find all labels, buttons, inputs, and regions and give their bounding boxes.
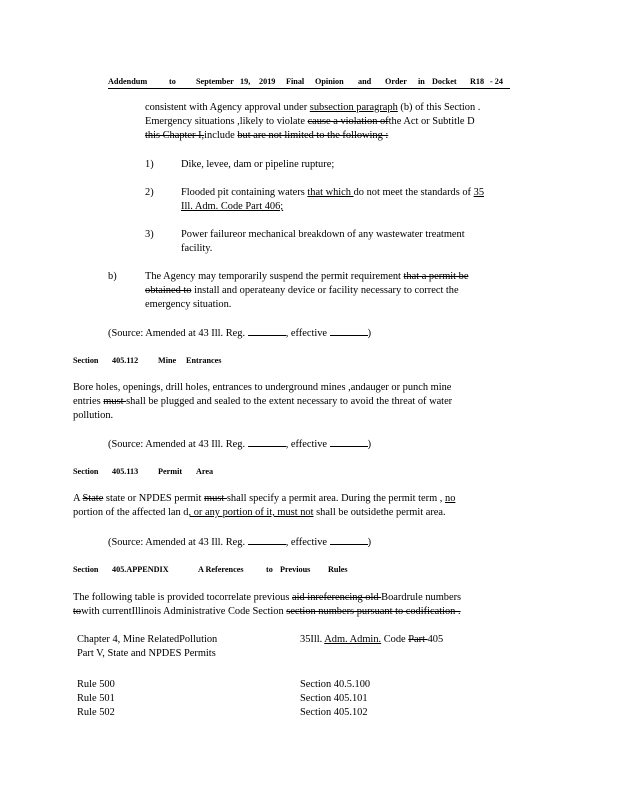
text-run: shall be plugged and sealed to the extent necessary to avoid the threat of water — [126, 396, 453, 407]
text-run: shall be outsidethe permit area. — [313, 507, 446, 518]
section-heading-title: Entrances — [186, 356, 222, 365]
header-word-in: in — [418, 77, 425, 86]
struck-text: cause a violation of — [307, 116, 389, 127]
text-run: portion of the affected lan d — [73, 507, 189, 518]
inserted-text: subsection paragraph — [309, 102, 398, 113]
inserted-text: that which — [307, 187, 354, 198]
text-run: 405 — [427, 634, 444, 645]
blank-line — [248, 437, 286, 447]
para-line — [73, 591, 461, 604]
text-run: ) — [367, 439, 372, 450]
table-heading-left: Part V, State and NPDES Permits — [77, 648, 216, 659]
item-text — [181, 186, 484, 199]
table-row-rule: Rule 500 — [77, 679, 115, 690]
text-run: the Act or Subtitle D — [388, 116, 475, 127]
table-heading-left: Chapter 4, Mine RelatedPollution — [77, 634, 218, 645]
item-number: 3) — [145, 229, 154, 240]
section-heading-number: 405.113 — [112, 467, 139, 476]
text-run: , effective — [285, 328, 328, 339]
para-line — [145, 284, 459, 297]
para-line — [145, 129, 388, 142]
text-run: Emergency situations ,likely to violate — [145, 116, 308, 127]
para-line — [73, 395, 452, 408]
blank-line — [330, 437, 368, 447]
text-run: A — [73, 493, 83, 504]
text-run: (b) of this Section . — [397, 102, 481, 113]
text-run: ) — [367, 328, 372, 339]
text-run: state or NPDES permit — [103, 493, 205, 504]
blank-line — [330, 535, 368, 545]
para-line: pollution. — [73, 410, 114, 421]
para-line — [73, 605, 461, 618]
text-run: 35Ill. — [300, 634, 325, 645]
table-row-rule: Rule 501 — [77, 693, 115, 704]
text-run: Flooded pit containing waters — [181, 187, 308, 198]
text-run: Code — [381, 634, 409, 645]
text-run: (Source: Amended at 43 Ill. Reg. — [108, 537, 246, 548]
blank-line — [330, 326, 368, 336]
inserted-text: , or any portion of it, must not — [188, 507, 314, 518]
struck-text: aid inreferencing old — [292, 592, 382, 603]
section-heading-title: Area — [196, 467, 214, 476]
source-note — [108, 326, 371, 340]
header-to: to — [169, 77, 176, 86]
struck-text: must — [204, 493, 227, 504]
header-word-and: and — [358, 77, 372, 86]
struck-text: this Chapter I, — [145, 130, 205, 141]
item-text: Power failureor mechanical breakdown of any wastewater treatment — [181, 229, 465, 240]
para-line — [145, 270, 468, 283]
section-heading-title: Permit — [158, 467, 183, 476]
header-page: - 24 — [490, 77, 503, 86]
source-note — [108, 535, 371, 549]
text-run: install and operateany device or facility necessary to correct the — [191, 285, 459, 296]
section-heading-number: 405.APPENDIX — [112, 565, 169, 574]
struck-text: to — [73, 606, 82, 617]
section-heading-label: Section — [73, 356, 99, 365]
text-run: Boardrule numbers — [381, 592, 462, 603]
table-row-section: Section 40.5.100 — [300, 679, 371, 690]
section-heading-title: Rules — [328, 565, 348, 574]
struck-text: section numbers pursuant to codification . — [286, 606, 461, 617]
struck-text: State — [82, 493, 104, 504]
section-heading-title: to — [266, 565, 273, 574]
text-run: The following table is provided tocorrelate previous — [73, 592, 293, 603]
text-run: , effective — [285, 537, 328, 548]
header-word-opinion: Opinion — [315, 77, 344, 86]
text-run: The Agency may temporarily suspend the permit requirement — [145, 271, 404, 282]
item-number: 1) — [145, 159, 154, 170]
para-line — [145, 115, 475, 128]
struck-text: must — [103, 396, 127, 407]
text-run: ) — [367, 537, 372, 548]
text-run: , effective — [285, 439, 328, 450]
blank-line — [248, 326, 286, 336]
para-line — [73, 506, 446, 519]
section-heading-label: Section — [73, 467, 99, 476]
para-line: Bore holes, openings, drill holes, entrances to underground mines ,andauger or punch mine — [73, 382, 452, 393]
item-number: 2) — [145, 187, 154, 198]
item-text: Ill. Adm. Code Part 406; — [181, 201, 284, 212]
section-heading-title: Previous — [280, 565, 311, 574]
table-row-section: Section 405.101 — [300, 693, 368, 704]
para-line — [145, 101, 480, 114]
blank-line — [248, 535, 286, 545]
text-run: do not meet the standards of — [353, 187, 474, 198]
table-heading-right — [300, 633, 443, 646]
item-text: Dike, levee, dam or pipeline rupture; — [181, 159, 335, 170]
subsection-number: b) — [108, 271, 117, 282]
text-run: (Source: Amended at 43 Ill. Reg. — [108, 439, 246, 450]
header-word-docket: Docket — [432, 77, 457, 86]
inserted-text: no — [445, 493, 456, 504]
inserted-text: 35 — [473, 187, 485, 198]
item-text: facility. — [181, 243, 213, 254]
inserted-text: Adm. Admin. — [324, 634, 382, 645]
header-month: September — [196, 77, 234, 86]
text-run: with currentIllinois Administrative Code Section — [81, 606, 287, 617]
para-line: emergency situation. — [145, 299, 232, 310]
header-addendum: Addendum — [108, 77, 148, 86]
header-year: 2019 — [259, 77, 276, 86]
text-run: include — [204, 130, 238, 141]
header-day: 19, — [240, 77, 251, 86]
struck-text: but are not limited to the following : — [237, 130, 389, 141]
header-word-final: Final — [286, 77, 305, 86]
section-heading-label: Section — [73, 565, 99, 574]
para-line — [73, 492, 455, 505]
section-heading-number: 405.112 — [112, 356, 139, 365]
section-heading-title: A References — [198, 565, 244, 574]
header-word-order: Order — [385, 77, 407, 86]
text-run: consistent with Agency approval under — [145, 102, 310, 113]
source-note — [108, 437, 371, 451]
table-row-section: Section 405.102 — [300, 707, 368, 718]
struck-text: obtained to — [145, 285, 192, 296]
table-row-rule: Rule 502 — [77, 707, 115, 718]
text-run: shall specify a permit area. During the permit term , — [226, 493, 445, 504]
header-rule — [108, 88, 510, 89]
text-run: entries — [73, 396, 104, 407]
struck-text: Part — [408, 634, 428, 645]
header-docket: R18 — [470, 77, 485, 86]
text-run: (Source: Amended at 43 Ill. Reg. — [108, 328, 246, 339]
section-heading-title: Mine — [158, 356, 177, 365]
struck-text: that a permit be — [403, 271, 469, 282]
